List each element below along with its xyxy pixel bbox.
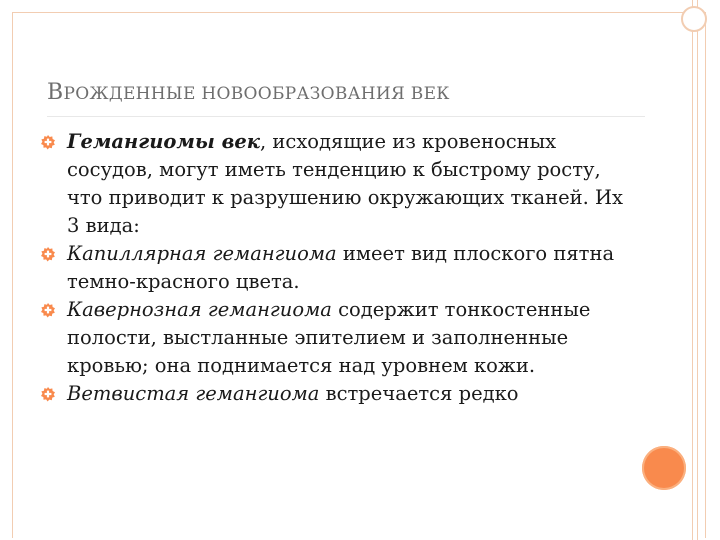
bullet-lead: Кавернозная гемангиома [67,298,332,321]
slide-title [47,80,667,105]
bullet-lead: Гемангиомы век [67,130,260,153]
title-rest: РОЖДЕННЫЕ НОВООБРАЗОВАНИЯ ВЕК [63,84,450,104]
frame-line-right-inner [697,0,698,540]
plus-badge-icon [40,386,56,402]
decorative-orange-circle [642,446,686,490]
bullet-item [40,296,630,380]
bullet-list [40,128,630,408]
bullet-text: содержит тонкостенные полости, выстланные эпителием и заполненные кровью; она поднимается над уровнем кожи. [67,298,591,377]
title-divider [47,116,645,117]
plus-badge-icon [40,246,56,262]
plus-badge-icon [40,134,56,150]
frame-line-right [692,0,693,540]
bullet-lead: Капиллярная гемангиома [67,242,337,265]
bullet-lead: Ветвистая гемангиома [67,382,320,405]
bullet-text: имеет вид плоского пятна темно-красного цвета. [67,242,615,293]
bullet-text: встречается редко [319,382,519,405]
title-initial: В [47,80,64,105]
plus-badge-icon [40,302,56,318]
decorative-circle [681,6,707,32]
bullet-item [40,128,630,240]
bullet-text: , исходящие из кровеносных сосудов, могут иметь тенденцию к быстрому росту, что приводит к разрушению окружающих тканей. Их 3 вида: [67,130,624,237]
bullet-item [40,240,630,296]
bullet-item [40,380,630,408]
